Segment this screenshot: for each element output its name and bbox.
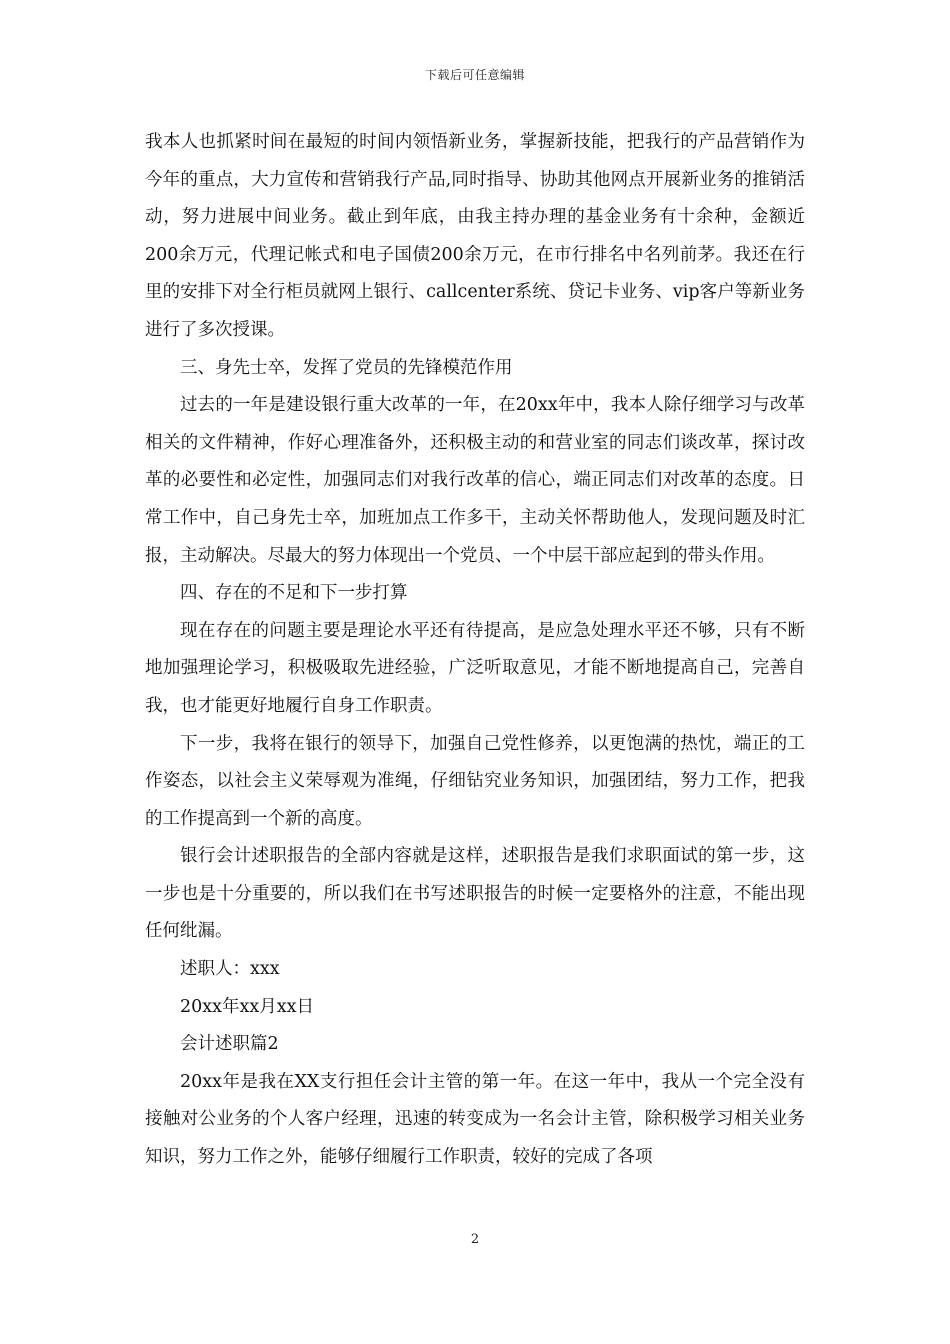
page-number: 2: [470, 1232, 480, 1247]
paragraph: 下一步，我将在银行的领导下，加强自己党性修养，以更饱满的热忱，端正的工作姿态，以社会主义荣辱观为准绳，仔细钻究业务知识，加强团结，努力工作，把我的工作提高到一个新的高度。: [145, 733, 805, 829]
section-title: 会计述职篇2: [180, 1034, 279, 1055]
page-header: 下载后可任意编辑: [424, 68, 525, 82]
section-heading-3: 三、身先士卒，发挥了党员的先锋模范作用: [180, 357, 513, 378]
paragraph: 20xx年是我在XX支行担任会计主管的第一年。在这一年中，我从一个完全没有接触对公业务的个人客户经理，迅速的转变成为一名会计主管，除积极学习相关业务知识，努力工作之外，能够仔细履行工作职责，较好的完成了各项: [145, 1071, 805, 1168]
signature-line: 述职人：xxx: [180, 959, 280, 980]
paragraph: 过去的一年是建设银行重大改革的一年，在20xx年中，我本人除仔细学习与改革相关的文件精神，作好心理准备外，还积极主动的和营业室的同志们谈改革，探讨改革的必要性和必定性，加强同志们对我行改革的信心，端正同志们对改革的态度。日常工作中，自己身先士卒，加班加点工作多干，主动关怀帮助他人，发现问题及时汇报，主动解决。尽最大的努力体现出一个党员、一个中层干部应起到的带头作用。: [145, 395, 805, 566]
document-body: [145, 124, 805, 1177]
paragraph-continued: 我本人也抓紧时间在最短的时间内领悟新业务，掌握新技能，把我行的产品营销作为今年的重点，大力宣传和营销我行产品,同时指导、协助其他网点开展新业务的推销活动，努力进展中间业务。截止到年底，由我主持办理的基金业务有十余种，金额近200余万元，代理记帐式和电子国债200余万元，在市行排名中名列前茅。我还在行里的安排下对全行柜员就网上银行、callcenter系统、贷记卡业务、vip客户等新业务进行了多次授课。: [145, 132, 805, 340]
section-heading-4: 四、存在的不足和下一步打算: [180, 583, 408, 604]
paragraph: 银行会计述职报告的全部内容就是这样，述职报告是我们求职面试的第一步，这一步也是十分重要的，所以我们在书写述职报告的时候一定要格外的注意，不能出现任何纰漏。: [145, 846, 805, 942]
date-line: 20xx年xx月xx日: [180, 996, 314, 1017]
paragraph: 现在存在的问题主要是理论水平还有待提高，是应急处理水平还不够，只有不断地加强理论学习，积极吸取先进经验，广泛听取意见，才能不断地提高自己，完善自我，也才能更好地履行自身工作职责。: [145, 620, 805, 716]
